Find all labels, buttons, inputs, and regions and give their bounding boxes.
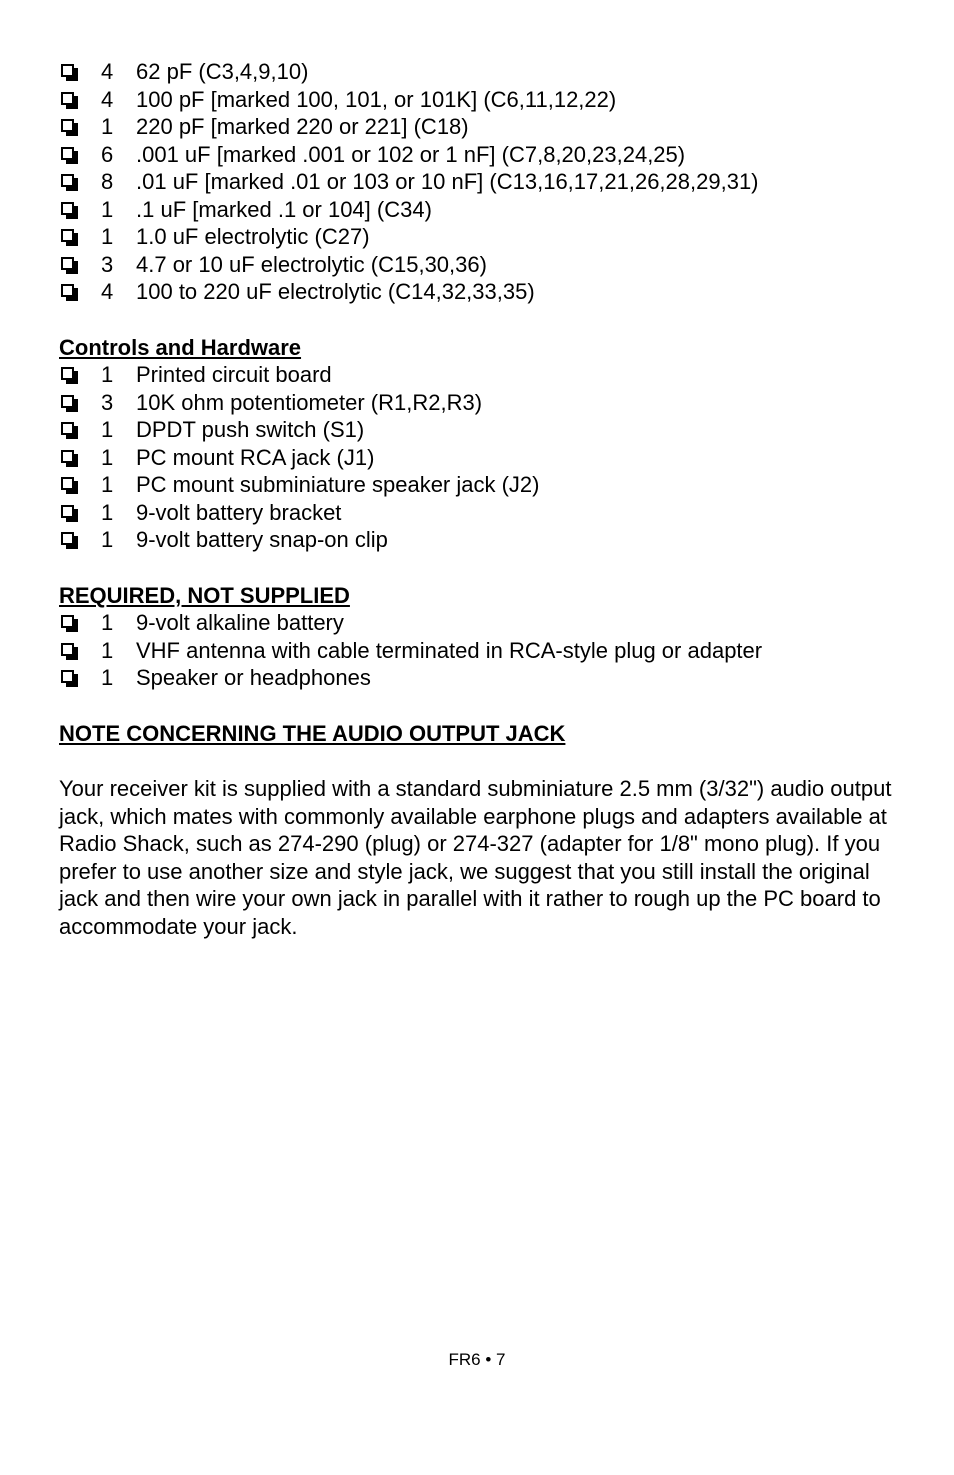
checkbox-icon xyxy=(61,367,74,380)
note-paragraph: Your receiver kit is supplied with a standard subminiature 2.5 mm (3/32") audio output jack, which mates with commonly available earphone plugs and adapters available at Radio Shack, such as 274-290 (plug) or 274-327 (adapter for 1/8" mono plug). If you prefer to use another size and style jack, we suggest that you still install the original jack and then wire your own jack in parallel with it rather to rough up the PC board to accommodate your jack. xyxy=(59,776,892,939)
page-footer: FR6 • 7 xyxy=(448,1350,506,1369)
checkbox-icon xyxy=(61,284,74,297)
checkbox-icon xyxy=(61,532,74,545)
checkbox-icon xyxy=(61,202,74,215)
checkbox-icon xyxy=(61,147,74,160)
checkbox-icon xyxy=(61,64,74,77)
checkbox-icon xyxy=(61,615,74,628)
checkbox-icon xyxy=(61,257,74,270)
checkbox-icon xyxy=(61,395,74,408)
checkbox-icon xyxy=(61,119,74,132)
required-heading: REQUIRED, NOT SUPPLIED xyxy=(59,583,350,608)
checkbox-icon xyxy=(61,505,74,518)
checkbox-icon xyxy=(61,422,74,435)
checkbox-icon xyxy=(61,92,74,105)
note-heading: NOTE CONCERNING THE AUDIO OUTPUT JACK xyxy=(59,721,566,746)
checkbox-icon xyxy=(61,450,74,463)
controls-heading: Controls and Hardware xyxy=(59,335,302,360)
checkbox-icon xyxy=(61,477,74,490)
checkbox-icon xyxy=(61,174,74,187)
checkbox-icon xyxy=(61,229,74,242)
checkbox-icon xyxy=(61,670,74,683)
checkbox-icon xyxy=(61,643,74,656)
manual-page: 4 62 pF (C3,4,9,10) 4 100 pF [marked 100, 101, or 101K] (C6,11,12,22) 1 220 pF [marked 220 or 221] (C18) 6 .001 uF [marked .001 or 102 or 1 nF] (C7,8,20,23,24,25) 8 .01 uF [marked .01 or 103 or 10 nF] (C13,16,17,21,26,28,29,31) 1 .1 uF [marked .1 or 104] (C34) 1 1.0 uF electrolytic (C27) 3 4.7 or 10 uF electrolytic (C15,30,36) 4 100 to 220 uF electrolytic (C14,32,33,35) Controls and Hardware 1 Printed circuit board 3 10K ohm potentiometer (R1,R2,R3) 1 DPDT push switch (S1) 1 PC mount RCA jack (J1) 1 PC mount subminiature speaker jack (J2) 1 9-volt battery bracket 1 9-volt battery snap-on clip REQUIRED, NOT SUPPLIED 1 9-volt alkaline battery 1 VHF antenna with cable terminated in RCA-style plug or adapter 1 Speaker or headphones NOTE CONCERNING THE AUDIO OUTPUT JACK Your receiver kit is supplied with a standard subminiature 2.5 mm (3/32") audio output jack, which mates with commonly available earphone plugs and adapters available at Radio Shack, such as 274-290 (plug) or 274-327 (adapter for 1/8" mono plug). If you prefer to use another size and style jack, we suggest that you still install the original jack and then wire your own jack in parallel with it rather to rough up the PC board to accommodate your jack. FR6 • 7 xyxy=(0,0,954,1475)
